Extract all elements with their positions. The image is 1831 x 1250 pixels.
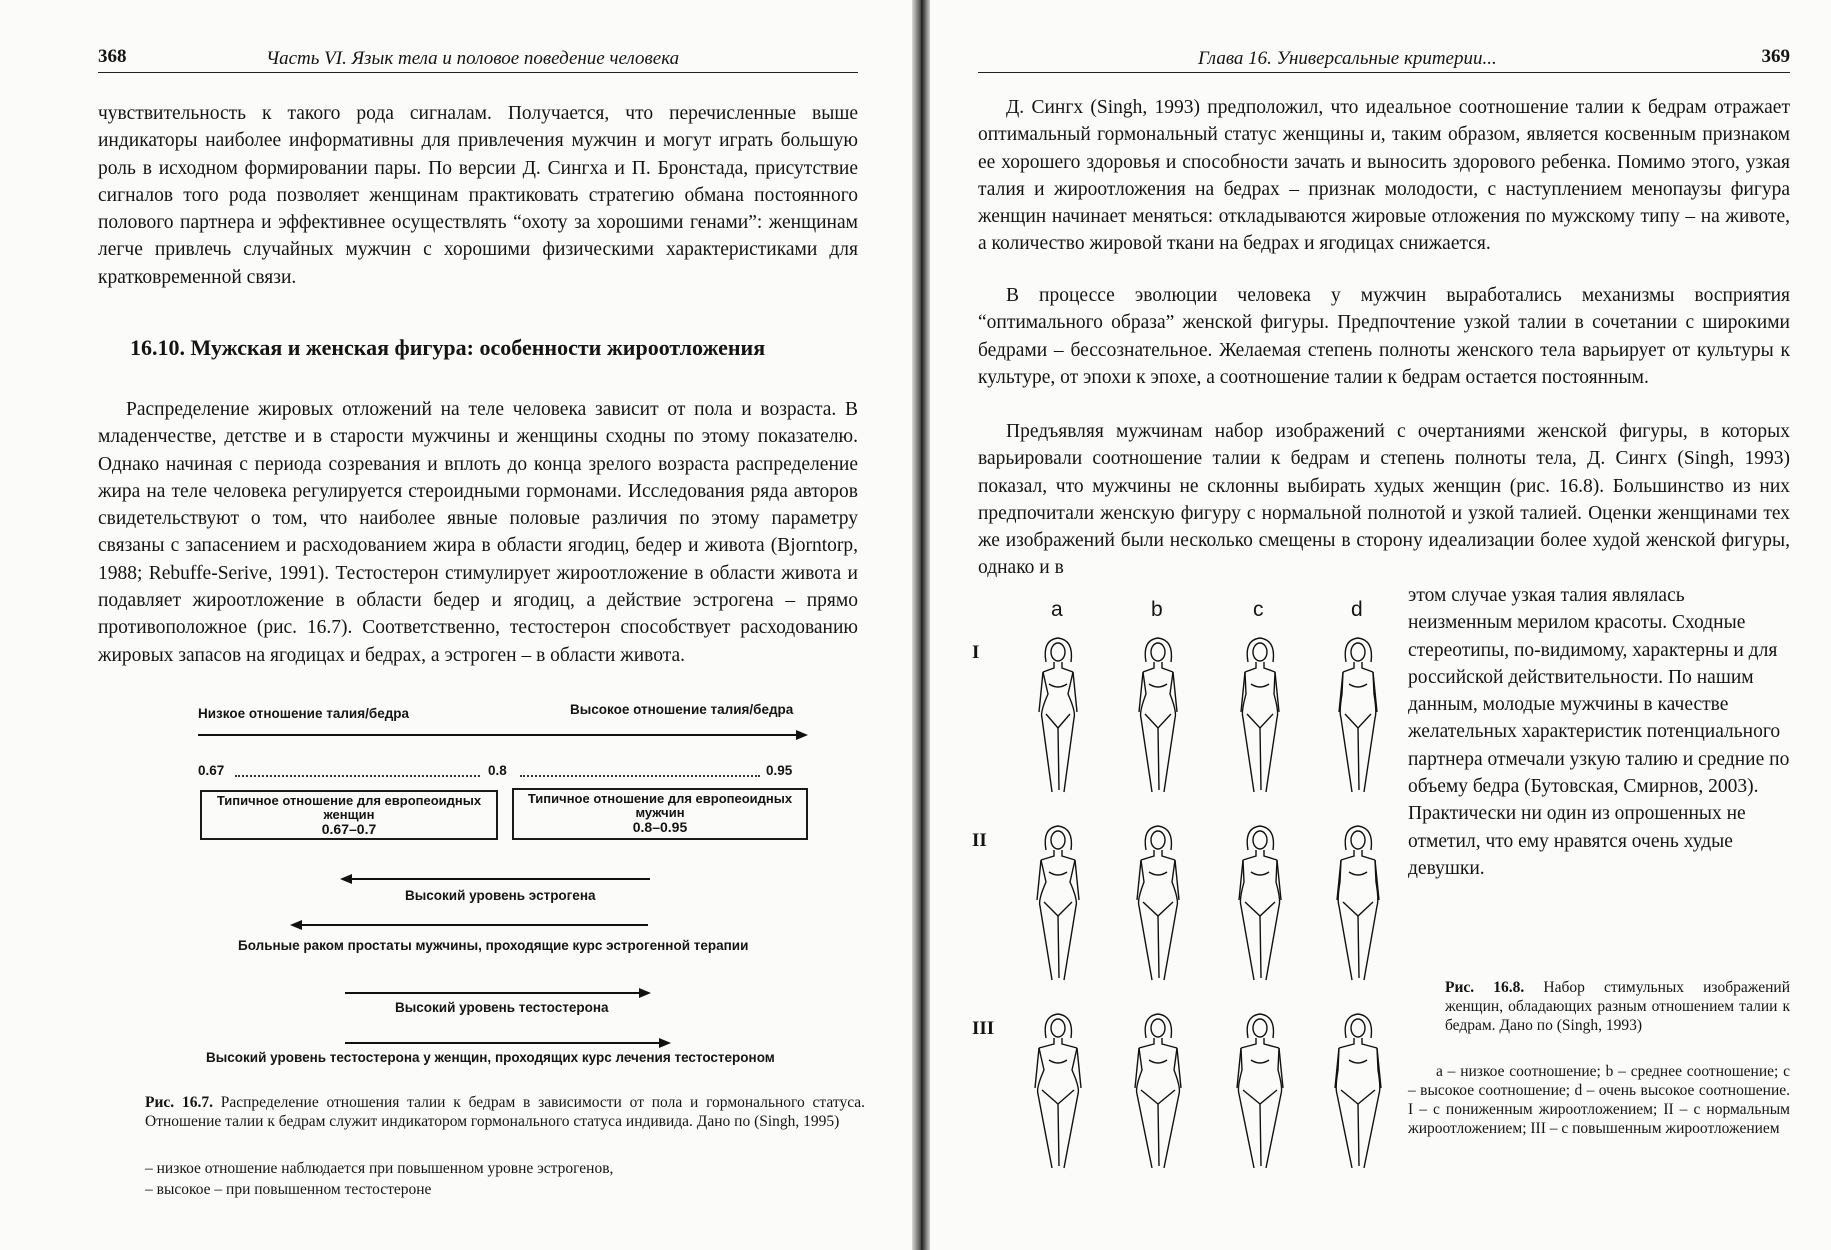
column-label-a: a — [1051, 598, 1063, 621]
stimulus-figure — [1225, 1008, 1295, 1178]
stimulus-figure — [1023, 632, 1093, 802]
running-header-right — [978, 42, 1790, 73]
ratio-axis-arrow — [198, 734, 798, 736]
stimulus-figure — [1225, 820, 1295, 990]
stimulus-figure — [1323, 632, 1393, 802]
row-label-III: III — [972, 1018, 995, 1039]
column-label-b: b — [1151, 598, 1163, 621]
stimulus-figure — [1123, 1008, 1193, 1178]
caption-label: Рис. 16.7. — [145, 1094, 213, 1111]
running-header-left — [98, 42, 858, 73]
page-number: 368 — [98, 46, 127, 67]
men-ratio-box — [512, 788, 808, 840]
testosterone-label: Высокий уровень тестостерона — [395, 1000, 609, 1015]
caption-text: Распределение отношения талии к бедрам в зависимости от пола и гормонального статуса. Отношение талии к бедрам служит индикатором гормонального статуса индивида. Дано по (Singh, 1995) — [145, 1094, 866, 1130]
figure-caption — [145, 1093, 865, 1131]
box-value: 0.8–0.95 — [632, 819, 688, 835]
page-number: 369 — [1761, 46, 1790, 67]
stimulus-figure — [1023, 1008, 1093, 1178]
box-value: 0.67–0.7 — [321, 821, 377, 837]
arrow-head — [659, 1038, 671, 1048]
caption-note: – низкое отношение наблюдается при повышенном уровне эстрогенов, — [145, 1160, 614, 1177]
scale-dotted-line — [235, 775, 480, 777]
running-title: Часть VI. Язык тела и половое поведение человека — [266, 48, 680, 69]
stimulus-figure — [1123, 820, 1193, 990]
book-gutter — [912, 0, 930, 1250]
body-paragraph: Предъявляя мужчинам набор изображений с очертаниями женской фигуры, в которых варьировали соотношение талии к бедрам и степень полноты тела, Д. Сингх (Singh, 1993) показал, что мужчины не склонны выбирать худых женщин (рис. 16.8). Большинство из них предпочитали женскую фигуру с нормальной полнотой и узкой талией. Оценки женщинами тех же изображений были несколько смещены в сторону идеализации более худой женской фигуры, однако и в — [978, 421, 1790, 579]
testosterone-arrow — [345, 992, 641, 994]
figure-caption — [1445, 978, 1790, 1035]
row-label-I: I — [972, 642, 980, 663]
row-label-II: II — [972, 830, 987, 851]
stimulus-figure — [1225, 632, 1295, 802]
prostate-label: Больные раком простаты мужчины, проходящие курс эстрогенной терапии — [238, 938, 749, 953]
box-title: Типичное отношение для европеоидных мужчин — [527, 791, 793, 820]
scale-dotted-line — [520, 775, 760, 777]
running-title: Глава 16. Универсальные критерии... — [1198, 48, 1497, 69]
arrow-head — [796, 730, 808, 740]
body-paragraph: Распределение жировых отложений на теле человека зависит от пола и возраста. В младенчестве, детстве и в старости мужчины и женщины сходны по этому показателю. Однако начиная с периода созревания и вплоть до конца зрелого возраста распределение жира на теле человека регулируется стероидными гормонами. Исследования ряда авторов свидетельствуют о том, что наиболее явные половые различия по этому параметру связаны с запасением и расходованием жира в области ягодиц, бедер и живота (Bjorntorp, 1988; Rebuffe-Serive, 1991). Тестостерон стимулирует жироотложение в области живота и подавляет жироотложение в области бедер и ягодиц, а действие эстрогена – прямо противоположное (рис. 16.7). Соответственно, тестостерон способствует расходованию жировых запасов на ягодицах и бедрах, а эстроген – в области живота. — [98, 399, 858, 666]
caption-legend: a – низкое соотношение; b – среднее соотношение; c – высокое соотношение; d – очень высокое соотношение. I – с пониженным жироотложением; II – с нормальным жироотложением; III – с повышенным жироотложением — [1408, 1063, 1790, 1137]
estrogen-label: Высокий уровень эстрогена — [405, 888, 596, 903]
stimulus-figure — [1123, 632, 1193, 802]
caption-note: – высокое – при повышенном тестостероне — [145, 1181, 432, 1198]
column-label-c: c — [1253, 598, 1264, 621]
scale-start: 0.67 — [198, 763, 225, 778]
body-paragraph: В процессе эволюции человека у мужчин выработались механизмы восприятия “оптимального образа” женской фигуры. Предпочтение узкой талии в сочетании с широкими бедрами – бессознательное. Желаемая степень полноты женского тела варьирует от культуры к культуре, от эпохи к эпохе, а соотношение талии к бедрам остается постоянным. — [978, 285, 1790, 388]
low-ratio-label: Низкое отношение талия/бедра — [198, 706, 410, 721]
women-testosterone-arrow — [345, 1042, 661, 1044]
scale-end: 0.95 — [766, 763, 793, 778]
body-paragraph: чувствительность к такого рода сигналам. Получается, что перечисленные выше индикаторы наиболее информативны для привлечения мужчин и могут играть большую роль в исходном формировании пары. По версии Д. Сингха и П. Бронстада, присутствие сигналов того рода позволяет женщинам практиковать стратегию обмана постоянного полового партнера и эффективнее осуществлять “охоту за хорошими генами”: женщинам легче привлечь случайных мужчин с хорошими физическими характеристиками для кратковременной связи. — [98, 103, 858, 288]
body-paragraph: этом случае узкая талия являлась неизменным мерилом красоты. Сходные стереотипы, по-видимому, характерны и для российской действительности. По нашим данным, молодые мужчины в качестве желательных характеристик потенциального партнера отмечали узкую талию и средние по объему бедра (Бутовская, Смирнов, 2003). Практически ни один из опрошенных не отметил, что ему нравятся очень худые девушки. — [1408, 585, 1790, 879]
high-ratio-label: Высокое отношение талия/бедра — [570, 702, 794, 717]
stimulus-figure — [1323, 820, 1393, 990]
body-paragraph: Д. Сингх (Singh, 1993) предположил, что идеальное соотношение талии к бедрам отражает оптимальный гормональный статус женщины и, таким образом, является косвенным признаком ее хорошего здоровья и способности зачать и выносить здорового ребенка. Помимо этого, узкая талия и жироотложения на бедрах – признак молодости, с наступлением менопаузы фигура женщин начинает меняться: откладываются жировые отложения по мужскому типу – на животе, а количество жировой ткани на бедрах и ягодицах снижается. — [978, 97, 1790, 255]
women-testosterone-label: Высокий уровень тестостерона у женщин, проходящих курс лечения тестостероном — [206, 1050, 775, 1065]
estrogen-arrow — [350, 878, 650, 880]
prostate-arrow — [300, 924, 648, 926]
caption-text: Набор стимульных изображений женщин, обладающих разным отношением талии к бедрам. Дано по (Singh, 1993) — [1445, 979, 1790, 1034]
scale-mid: 0.8 — [488, 763, 507, 778]
column-label-d: d — [1351, 598, 1363, 621]
right-page — [930, 0, 1831, 1250]
section-heading: 16.10. Мужская и женская фигура: особенности жироотложения — [130, 335, 766, 360]
stimulus-figure — [1023, 820, 1093, 990]
stimulus-figure — [1323, 1008, 1393, 1178]
box-title: Типичное отношение для европеоидных женщин — [216, 793, 482, 822]
left-page — [0, 0, 912, 1250]
arrow-head — [639, 988, 651, 998]
caption-label: Рис. 16.8. — [1445, 979, 1525, 996]
women-ratio-box — [200, 790, 498, 840]
